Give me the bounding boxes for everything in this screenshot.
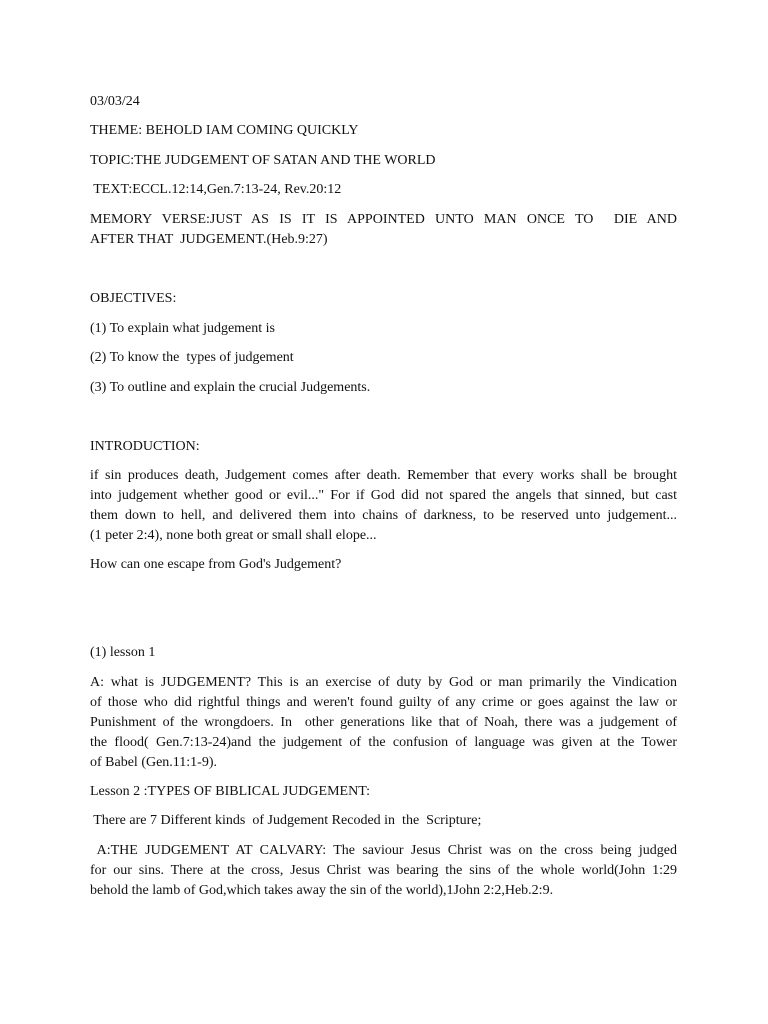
- memory-verse-line-2: AFTER THAT JUDGEMENT.(Heb.9:27): [90, 232, 328, 247]
- lesson-1-line: of those who did rightful things and weren't found guilty of any crime or goes against the law or: [90, 695, 677, 710]
- date: 03/03/24: [90, 94, 140, 109]
- lesson-1-line: A: what is JUDGEMENT? This is an exercise of duty by God or man primarily the Vindication: [90, 675, 677, 690]
- theme: THEME: BEHOLD IAM COMING QUICKLY: [90, 123, 359, 138]
- objective-item: (2) To know the types of judgement: [90, 350, 294, 365]
- calvary-line: behold the lamb of God,which takes away the sin of the world),1John 2:2,Heb.2:9.: [90, 883, 554, 898]
- introduction-question: How can one escape from God's Judgement?: [90, 557, 342, 572]
- calvary-line: for our sins. There at the cross, Jesus Christ was bearing the sins of the whole world(John 1:29: [90, 863, 677, 878]
- document-page: [90, 0, 677, 1024]
- lesson-2-heading: Lesson 2 :TYPES OF BIBLICAL JUDGEMENT:: [90, 784, 370, 799]
- lesson-1-line: Punishment of the wrongdoers. In other generations like that of Noah, there was a judgement of: [90, 715, 677, 730]
- memory-verse-line-1: MEMORY VERSE:JUST AS IS IT IS APPOINTED UNTO MAN ONCE TO DIE AND: [90, 212, 677, 227]
- objective-item: (1) To explain what judgement is: [90, 321, 276, 336]
- introduction-line: into judgement whether good or evil..." For if God did not spared the angels that sinned, but cast: [90, 488, 677, 503]
- topic: TOPIC:THE JUDGEMENT OF SATAN AND THE WORLD: [90, 153, 436, 168]
- introduction-line: (1 peter 2:4), none both great or small shall elope...: [90, 528, 377, 543]
- introduction-line: them down to hell, and delivered them into chains of darkness, to be reserved unto judgement...: [90, 508, 677, 523]
- objective-item: (3) To outline and explain the crucial Judgements.: [90, 380, 371, 395]
- introduction-line: if sin produces death, Judgement comes after death. Remember that every works shall be brought: [90, 468, 677, 483]
- lesson-1-heading: (1) lesson 1: [90, 645, 156, 660]
- lesson-1-line: the flood( Gen.7:13-24)and the judgement of the confusion of language was given at the Tower: [90, 735, 677, 750]
- lesson-2-intro: There are 7 Different kinds of Judgement Recoded in the Scripture;: [90, 813, 482, 828]
- calvary-line: A:THE JUDGEMENT AT CALVARY: The saviour Jesus Christ was on the cross being judged: [90, 843, 677, 858]
- objectives-heading: OBJECTIVES:: [90, 291, 177, 306]
- lesson-1-line: of Babel (Gen.11:1-9).: [90, 755, 217, 770]
- introduction-heading: INTRODUCTION:: [90, 439, 200, 454]
- text-reference: TEXT:ECCL.12:14,Gen.7:13-24, Rev.20:12: [90, 182, 342, 197]
